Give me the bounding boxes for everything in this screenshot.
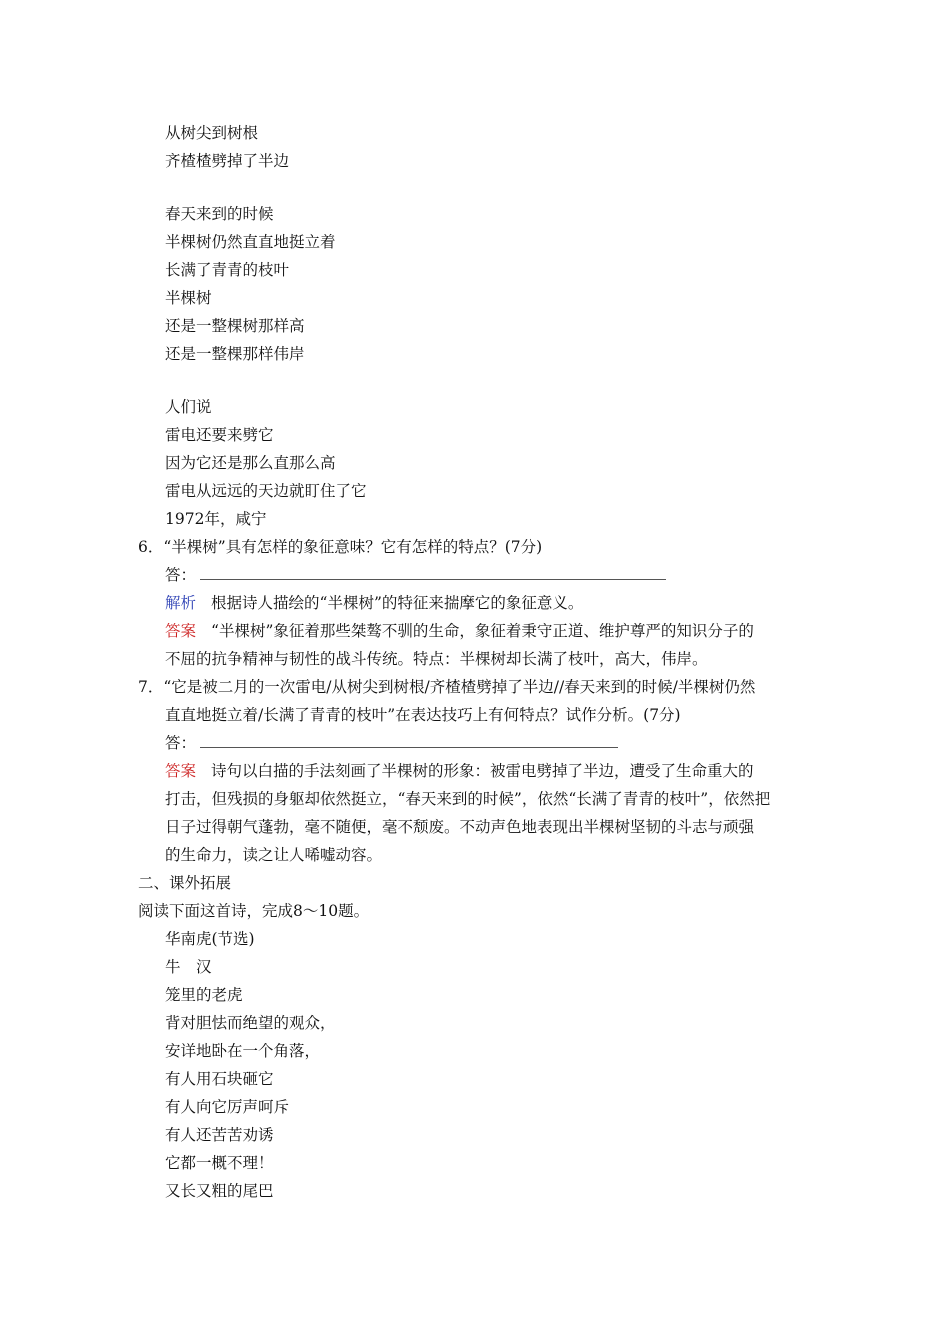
- poem-line: 长满了青青的枝叶: [165, 261, 290, 279]
- poem-line: 半棵树仍然直直地挺立着: [165, 233, 336, 251]
- poem-line: 笼里的老虎: [165, 986, 243, 1004]
- answer-prefix: 答：: [165, 734, 197, 752]
- poem-line: 还是一整棵树那样高: [165, 317, 305, 335]
- poem-line: 春天来到的时候: [165, 205, 274, 223]
- poem-line: 半棵树: [165, 289, 212, 307]
- poem-line: 它都一概不理！: [165, 1154, 274, 1172]
- question-7-line-2: 直直地挺立着/长满了青青的枝叶”在表达技巧上有何特点？试作分析。(7分): [165, 706, 681, 724]
- answer-6-line-1: [165, 621, 754, 641]
- poem-line: 因为它还是那么直那么高: [165, 454, 336, 472]
- poem-line: 人们说: [165, 398, 212, 416]
- poem-line: 雷电从远远的天边就盯住了它: [165, 482, 367, 500]
- answer-field-6: [165, 565, 666, 585]
- answer-7-line-1: [165, 761, 754, 781]
- answer-blank-line: [200, 565, 666, 580]
- answer-7-line-4: 的生命力，读之让人唏嘘动容。: [165, 846, 383, 864]
- poem-date: 1972年，咸宁: [165, 510, 267, 528]
- section-heading: 二、课外拓展: [138, 874, 232, 892]
- poem-author: 牛 汉: [165, 958, 212, 976]
- answer-prefix: 答：: [165, 566, 197, 584]
- poem-line: 安详地卧在一个角落，: [165, 1042, 321, 1060]
- analysis-text: 根据诗人描绘的“半棵树”的特征来揣摩它的象征意义。: [211, 594, 584, 612]
- answer-6-line-2: 不屈的抗争精神与韧性的战斗传统。特点：半棵树却长满了枝叶，高大，伟岸。: [165, 650, 708, 668]
- question-6: 6．“半棵树”具有怎样的象征意味？它有怎样的特点？(7分): [138, 538, 543, 556]
- answer-7-line-3: 日子过得朝气蓬勃，毫不随便，毫不颓废。不动声色地表现出半棵树坚韧的斗志与顽强: [165, 818, 755, 836]
- answer-field-7: [165, 733, 618, 753]
- section-instruction: 阅读下面这首诗，完成8～10题。: [138, 902, 370, 920]
- poem-line: 有人向它厉声呵斥: [165, 1098, 290, 1116]
- answer-blank-line: [200, 733, 618, 748]
- poem-title: 华南虎(节选): [165, 930, 255, 948]
- poem-line: 齐楂楂劈掉了半边: [165, 152, 290, 170]
- poem-line: 又长又粗的尾巴: [165, 1182, 274, 1200]
- poem-line: 有人用石块砸它: [165, 1070, 274, 1088]
- answer-text: “半棵树”象征着那些桀骜不驯的生命，象征着秉守正道、维护尊严的知识分子的: [211, 622, 754, 640]
- analysis-6: [165, 593, 583, 613]
- answer-tag: 答案: [165, 762, 197, 780]
- answer-text: 诗句以白描的手法刻画了半棵树的形象：被雷电劈掉了半边，遭受了生命重大的: [211, 762, 754, 780]
- poem-line: 从树尖到树根: [165, 124, 259, 142]
- answer-tag: 答案: [165, 622, 197, 640]
- poem-line: 雷电还要来劈它: [165, 426, 274, 444]
- question-7-line-1: 7．“它是被二月的一次雷电/从树尖到树根/齐楂楂劈掉了半边//春天来到的时候/半棵树仍然: [138, 678, 756, 696]
- poem-line: 还是一整棵那样伟岸: [165, 345, 305, 363]
- analysis-tag: 解析: [165, 594, 197, 612]
- answer-7-line-2: 打击，但残损的身躯却依然挺立，“春天来到的时候”，依然“长满了青青的枝叶”，依然把: [165, 790, 771, 808]
- poem-line: 背对胆怯而绝望的观众，: [165, 1014, 336, 1032]
- poem-line: 有人还苦苦劝诱: [165, 1126, 274, 1144]
